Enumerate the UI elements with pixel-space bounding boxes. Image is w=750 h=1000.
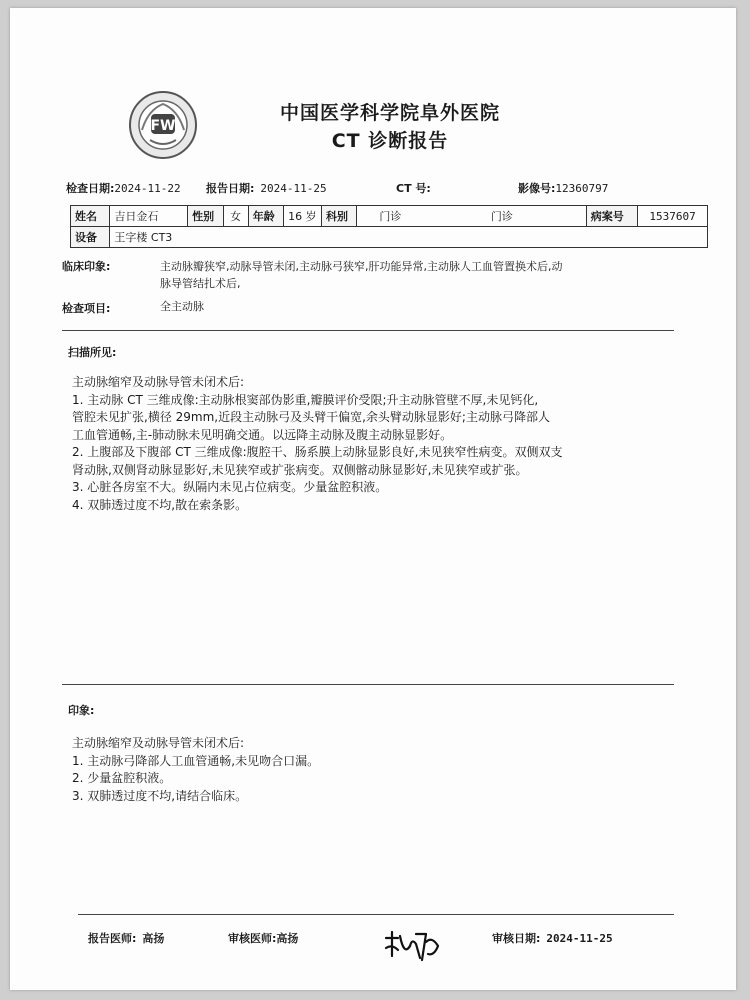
- impression-text: [72, 735, 704, 805]
- svg-text:FW: FW: [150, 118, 176, 134]
- findings-line: 管腔未见扩张,横径 29mm,近段主动脉弓及头臂干偏宽,余头臂动脉显影好;主动脉弓降部人: [72, 410, 550, 424]
- patient-name: 吉日金石: [110, 206, 188, 227]
- device-value: 王字楼 CT3: [110, 227, 708, 248]
- department-1: 门诊: [379, 210, 402, 223]
- ct-number-label: CT 号:: [396, 182, 431, 195]
- report-title: CT 诊断报告: [331, 130, 449, 152]
- report-date-label: 报告日期:: [206, 182, 255, 195]
- findings-line: 1. 主动脉 CT 三维成像:主动脉根窦部伪影重,瓣膜评价受限;升主动脉管壁不厚,未见钙化,: [72, 392, 539, 407]
- exam-item-label: 检查项目:: [62, 302, 111, 315]
- review-date-value: 2024-11-25: [546, 932, 613, 945]
- review-date-field: [492, 930, 613, 946]
- clinical-line-2: 脉导管结扎术后,: [160, 277, 241, 290]
- device-row: [71, 227, 708, 248]
- exam-date-value: 2024-11-22: [114, 182, 181, 195]
- exam-item-value: 全主动脉: [160, 300, 204, 313]
- image-number-field: [518, 180, 608, 196]
- hospital-name: 中国医学科学院阜外医院: [279, 102, 500, 124]
- findings-line: 肾动脉,双侧肾动脉显影好,未见狭窄或扩张病变。双侧髂动脉显影好,未见狭窄或扩张。: [72, 462, 528, 477]
- report-page: [10, 8, 736, 990]
- findings-line: 工血管通畅,主-肺动脉未见明确交通。以远降主动脉及腹主动脉显影好。: [72, 427, 453, 442]
- device-label: 设备: [71, 227, 110, 248]
- reviewer-name: 高扬: [276, 932, 299, 945]
- patient-sex: 女: [223, 206, 248, 227]
- record-number-label: 病案号: [586, 206, 638, 227]
- department-2: 门诊: [490, 210, 513, 223]
- findings-line: 3. 心脏各房室不大。纵隔内未见占位病变。少量盆腔积液。: [72, 480, 388, 494]
- divider-top: [62, 330, 674, 331]
- impression-line: 2. 少量盆腔积液。: [72, 771, 172, 785]
- report-doctor-label: 报告医师:: [88, 932, 137, 945]
- impression-line: 主动脉缩窄及动脉导管未闭术后:: [72, 736, 245, 750]
- findings-line: 主动脉缩窄及动脉导管未闭术后:: [72, 375, 245, 389]
- exam-date-label: 检查日期:: [66, 182, 115, 195]
- findings-line: 4. 双肺透过度不均,散在索条影。: [72, 497, 248, 512]
- clinical-line-1: 主动脉瓣狭窄,动脉导管未闭,主动脉弓狭窄,肝功能异常,主动脉人工血管置换术后,动: [160, 260, 563, 273]
- exam-date-field: [66, 180, 181, 196]
- age-label: 年龄: [248, 206, 283, 227]
- department: [357, 206, 586, 227]
- review-date-label: 审核日期:: [492, 932, 541, 945]
- findings-label: 扫描所见:: [68, 346, 117, 359]
- reviewer-label: 审核医师:: [228, 932, 277, 945]
- image-number-value: 12360797: [555, 182, 609, 195]
- sex-label: 性别: [188, 206, 223, 227]
- impression-line: 1. 主动脉弓降部人工血管通畅,未见吻合口漏。: [72, 753, 320, 768]
- report-date-value: 2024-11-25: [260, 182, 327, 195]
- dept-label: 科别: [322, 206, 357, 227]
- patient-age: 16 岁: [284, 206, 322, 227]
- clinical-impression-label: 临床印象:: [62, 260, 111, 273]
- impression-line: 3. 双肺透过度不均,请结合临床。: [72, 788, 248, 803]
- record-number: 1537607: [638, 206, 708, 227]
- patient-info-row: [71, 206, 708, 227]
- divider-bottom: [78, 914, 674, 915]
- clinical-impression-text: [160, 258, 700, 292]
- report-date-field: [206, 180, 327, 196]
- reviewer-field: [228, 930, 298, 946]
- report-doctor-name: 高扬: [142, 932, 165, 945]
- hospital-logo-icon: [128, 90, 198, 160]
- image-number-label: 影像号:: [518, 182, 556, 195]
- report-doctor-field: [88, 930, 164, 946]
- impression-label: 印象:: [68, 704, 95, 717]
- findings-text: [72, 374, 704, 514]
- handwritten-signature: [382, 926, 442, 966]
- patient-info-table: [70, 205, 708, 248]
- name-label: 姓名: [71, 206, 110, 227]
- ct-number-field: [396, 180, 431, 196]
- findings-line: 2. 上腹部及下腹部 CT 三维成像:腹腔干、肠系膜上动脉显影良好,未见狭窄性病变。双侧双支: [72, 445, 563, 459]
- divider-middle: [62, 684, 674, 685]
